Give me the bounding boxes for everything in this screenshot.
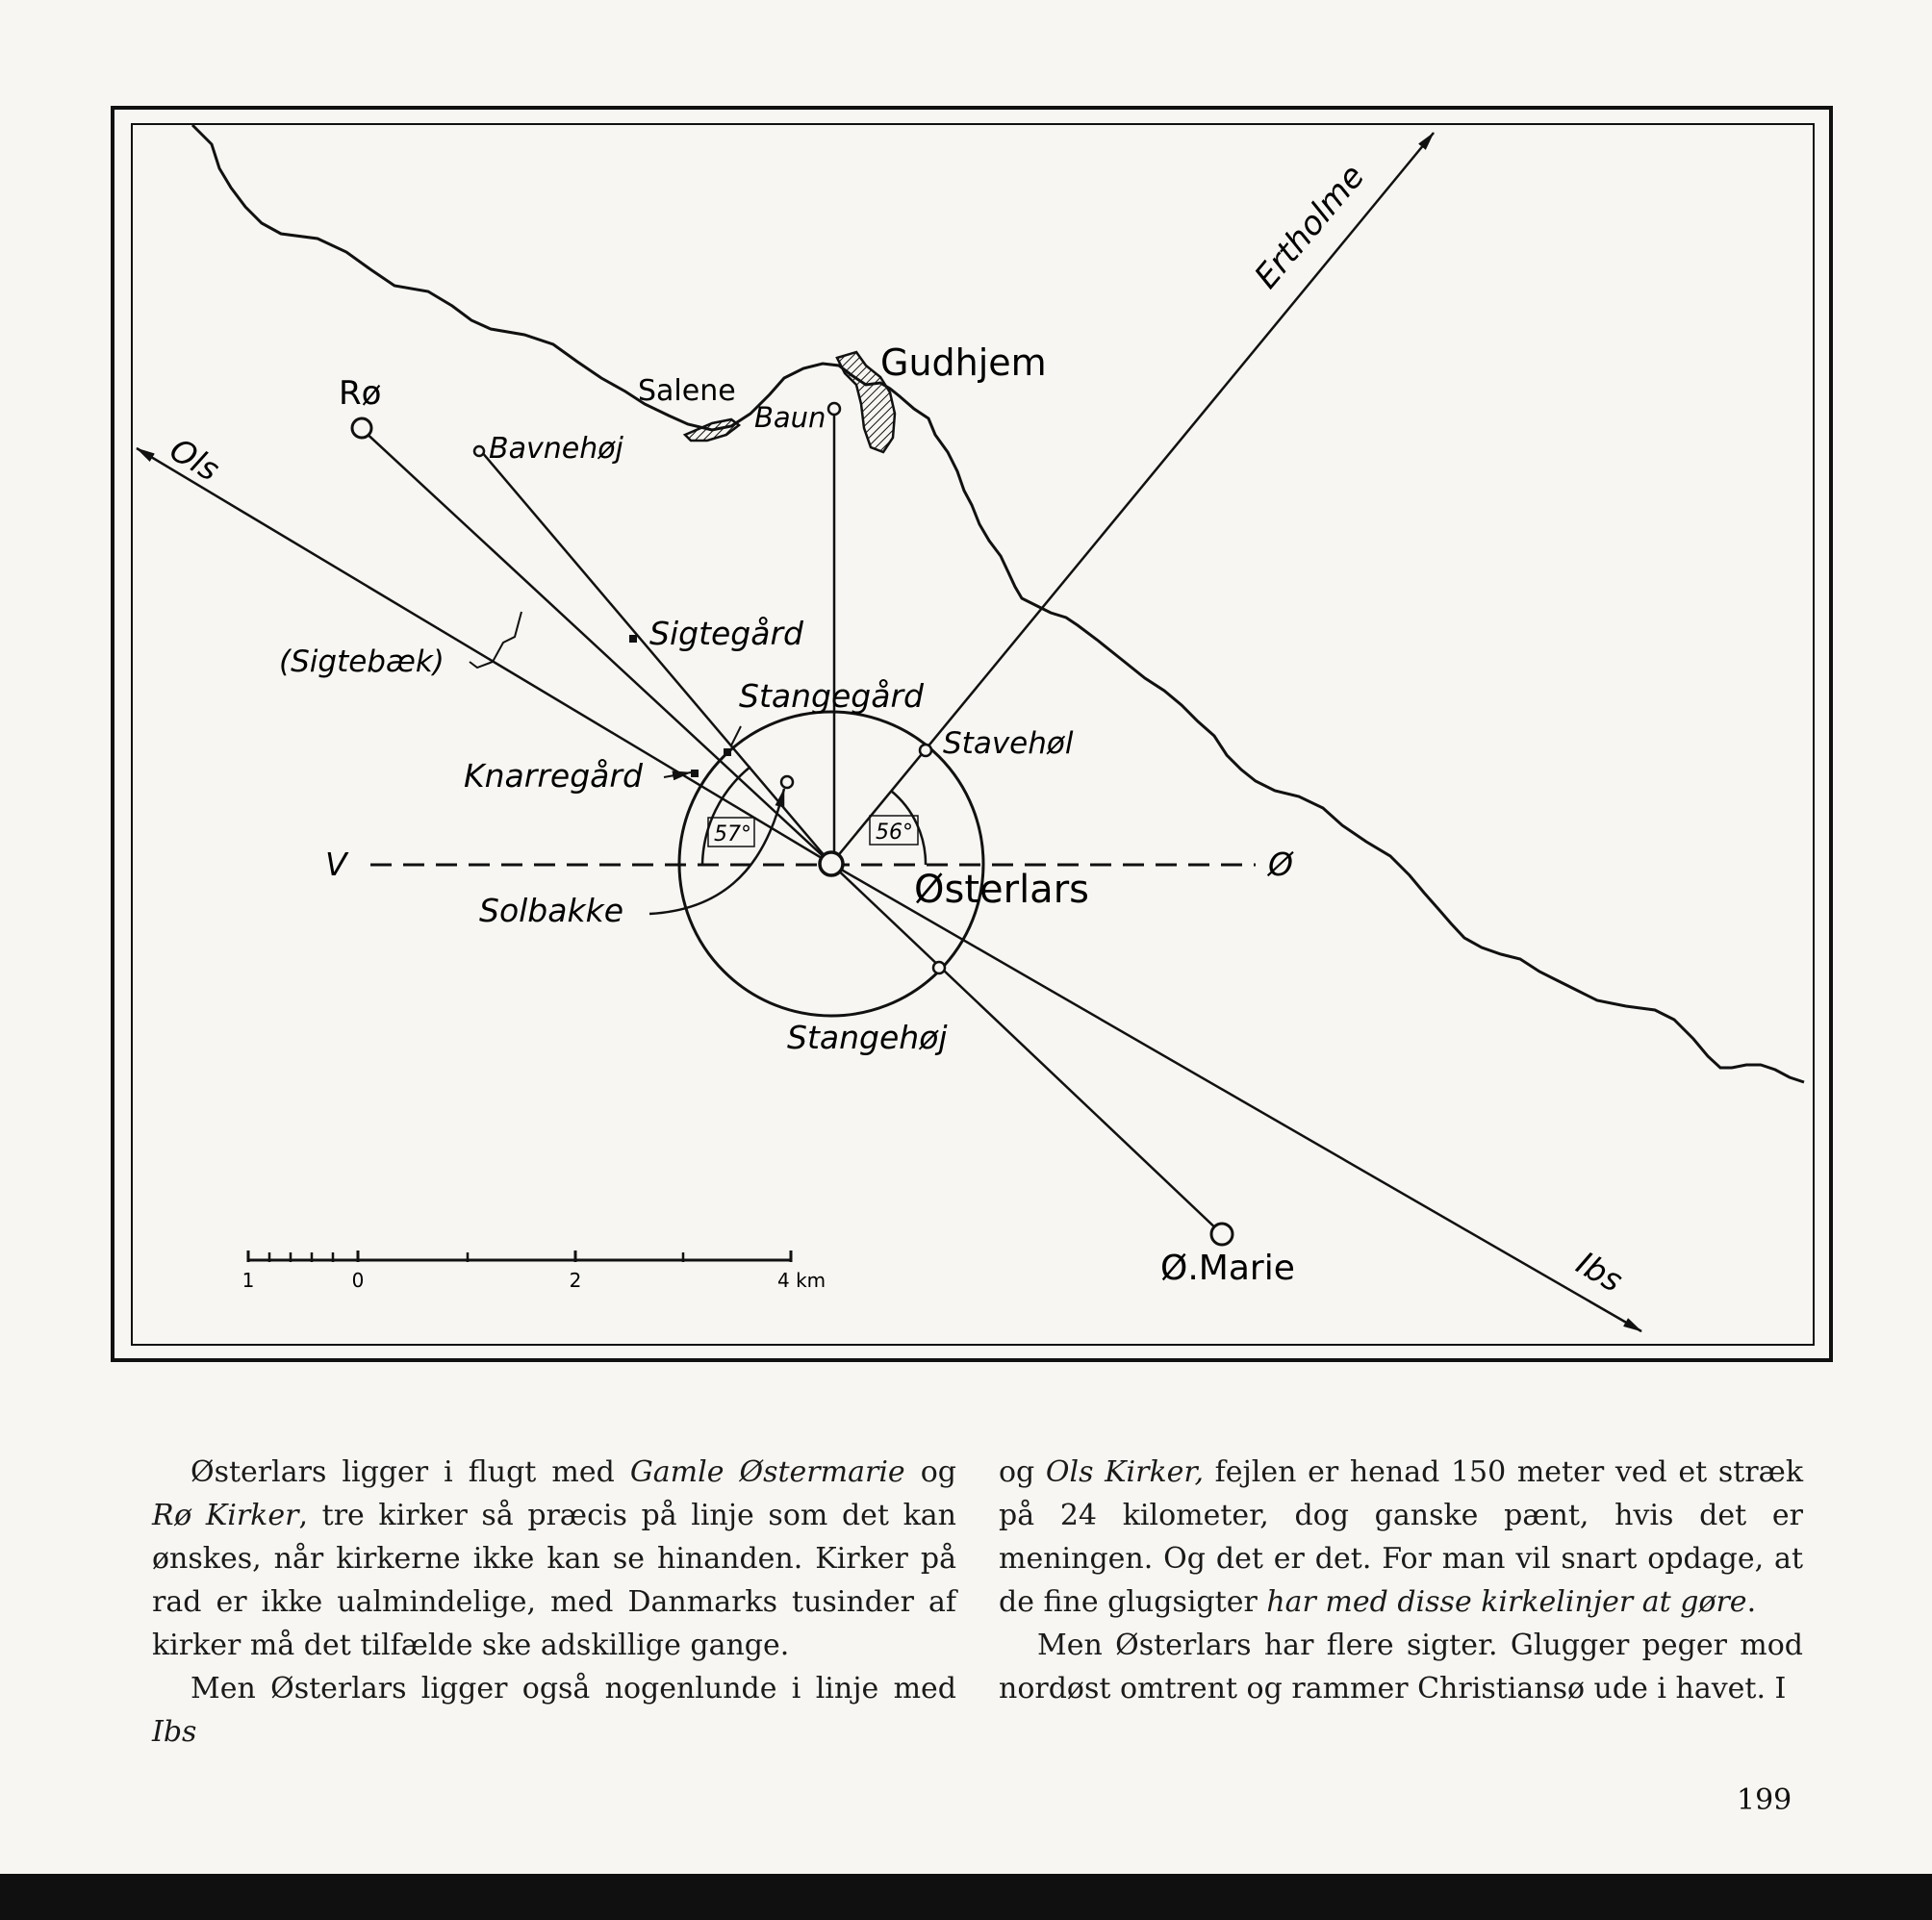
text-run: og — [904, 1455, 956, 1489]
paragraph — [152, 1451, 956, 1667]
label-baun: Baun — [754, 401, 826, 434]
label-salene: Salene — [638, 374, 736, 408]
sigtegard-marker — [629, 635, 637, 643]
label-bavnehoj: Bavnehøj — [489, 432, 623, 466]
scale-label-2: 2 — [569, 1269, 582, 1292]
body-text — [152, 1451, 1834, 1749]
sigtebaek-leader — [470, 612, 521, 668]
stangegard-marker — [724, 748, 731, 756]
text-run: fejlen er henad 150 meter ved et stræk på 24 kilometer, dog ganske pænt, hvis det er meningen. Og det er det. For man vil snart opdage, at de fine glugsigter — [999, 1455, 1803, 1619]
label-sigtebaek: (Sigtebæk) — [279, 644, 445, 679]
label-angle-left: 57° — [714, 822, 751, 846]
text-run: og — [999, 1455, 1046, 1489]
text-run: , tre kirker så præcis på linje som det kan ønskes, når kirkerne ikke kan se hinanden. Kirker på rad er ikke ualmindelige, med Danmarks tusinder af kirker må det tilfælde ske adskillige gange. — [152, 1499, 956, 1662]
osterlars-marker — [820, 852, 843, 875]
paragraph — [999, 1451, 1803, 1624]
label-osterlars: Østerlars — [914, 868, 1089, 912]
page-number: 199 — [1737, 1783, 1792, 1817]
text-run-italic: Ibs — [152, 1715, 197, 1749]
text-column-left — [152, 1451, 956, 1754]
scan-edge — [0, 1874, 1932, 1920]
text-run-italic: har med disse kirkelinjer at gøre — [1266, 1585, 1747, 1619]
label-east: Ø — [1268, 846, 1293, 883]
omarie-marker — [1211, 1224, 1233, 1245]
scale-bar — [242, 1251, 826, 1292]
label-omarie: Ø.Marie — [1160, 1249, 1295, 1288]
label-stangehoj: Stangehøj — [787, 1019, 948, 1056]
ro-marker — [352, 418, 371, 438]
line-ols — [137, 448, 831, 864]
text-run-italic: Rø Kirker — [152, 1499, 299, 1532]
bavnehoj-marker — [474, 446, 484, 456]
salene-area — [685, 419, 739, 441]
text-run: Men Østerlars har flere sigter. Glugger peger mod nordøst omtrent og rammer Christiansø ude i havet. I — [999, 1629, 1803, 1705]
baun-marker — [828, 403, 840, 415]
label-ibs: Ibs — [1570, 1244, 1629, 1300]
knarregard-marker — [691, 770, 699, 777]
label-ertholme: Ertholme — [1247, 157, 1373, 296]
label-solbakke: Solbakke — [479, 892, 623, 929]
paragraph — [152, 1667, 956, 1754]
label-west: V — [325, 846, 347, 883]
label-stangegard: Stangegård — [739, 677, 924, 715]
coastline — [192, 125, 1804, 1082]
text-run-italic: Ols Kirker, — [1045, 1455, 1204, 1489]
text-run: Østerlars ligger i flugt med — [191, 1455, 630, 1489]
label-stavehol: Stavehøl — [943, 726, 1074, 761]
label-knarregard: Knarregård — [464, 757, 643, 795]
stangehoj-marker — [933, 962, 945, 973]
label-ro: Rø — [339, 374, 382, 413]
line-bavnehoj — [481, 451, 831, 864]
text-run-italic: Gamle Østermarie — [629, 1455, 905, 1489]
label-sigtegard: Sigtegård — [649, 615, 803, 652]
text-run: . — [1746, 1585, 1757, 1619]
scale-label-4km: 4 km — [777, 1269, 826, 1292]
label-gudhjem: Gudhjem — [880, 341, 1047, 384]
solbakke-marker — [781, 776, 793, 788]
label-angle-right: 56° — [876, 821, 913, 845]
text-column-right — [999, 1451, 1803, 1710]
scale-label-1: 1 — [242, 1269, 255, 1292]
paragraph — [999, 1624, 1803, 1710]
label-ols: Ols — [163, 430, 226, 489]
text-run: Men Østerlars ligger også nogenlunde i linje med — [191, 1672, 956, 1705]
stavehol-marker — [920, 745, 931, 756]
scale-label-0: 0 — [351, 1269, 365, 1292]
